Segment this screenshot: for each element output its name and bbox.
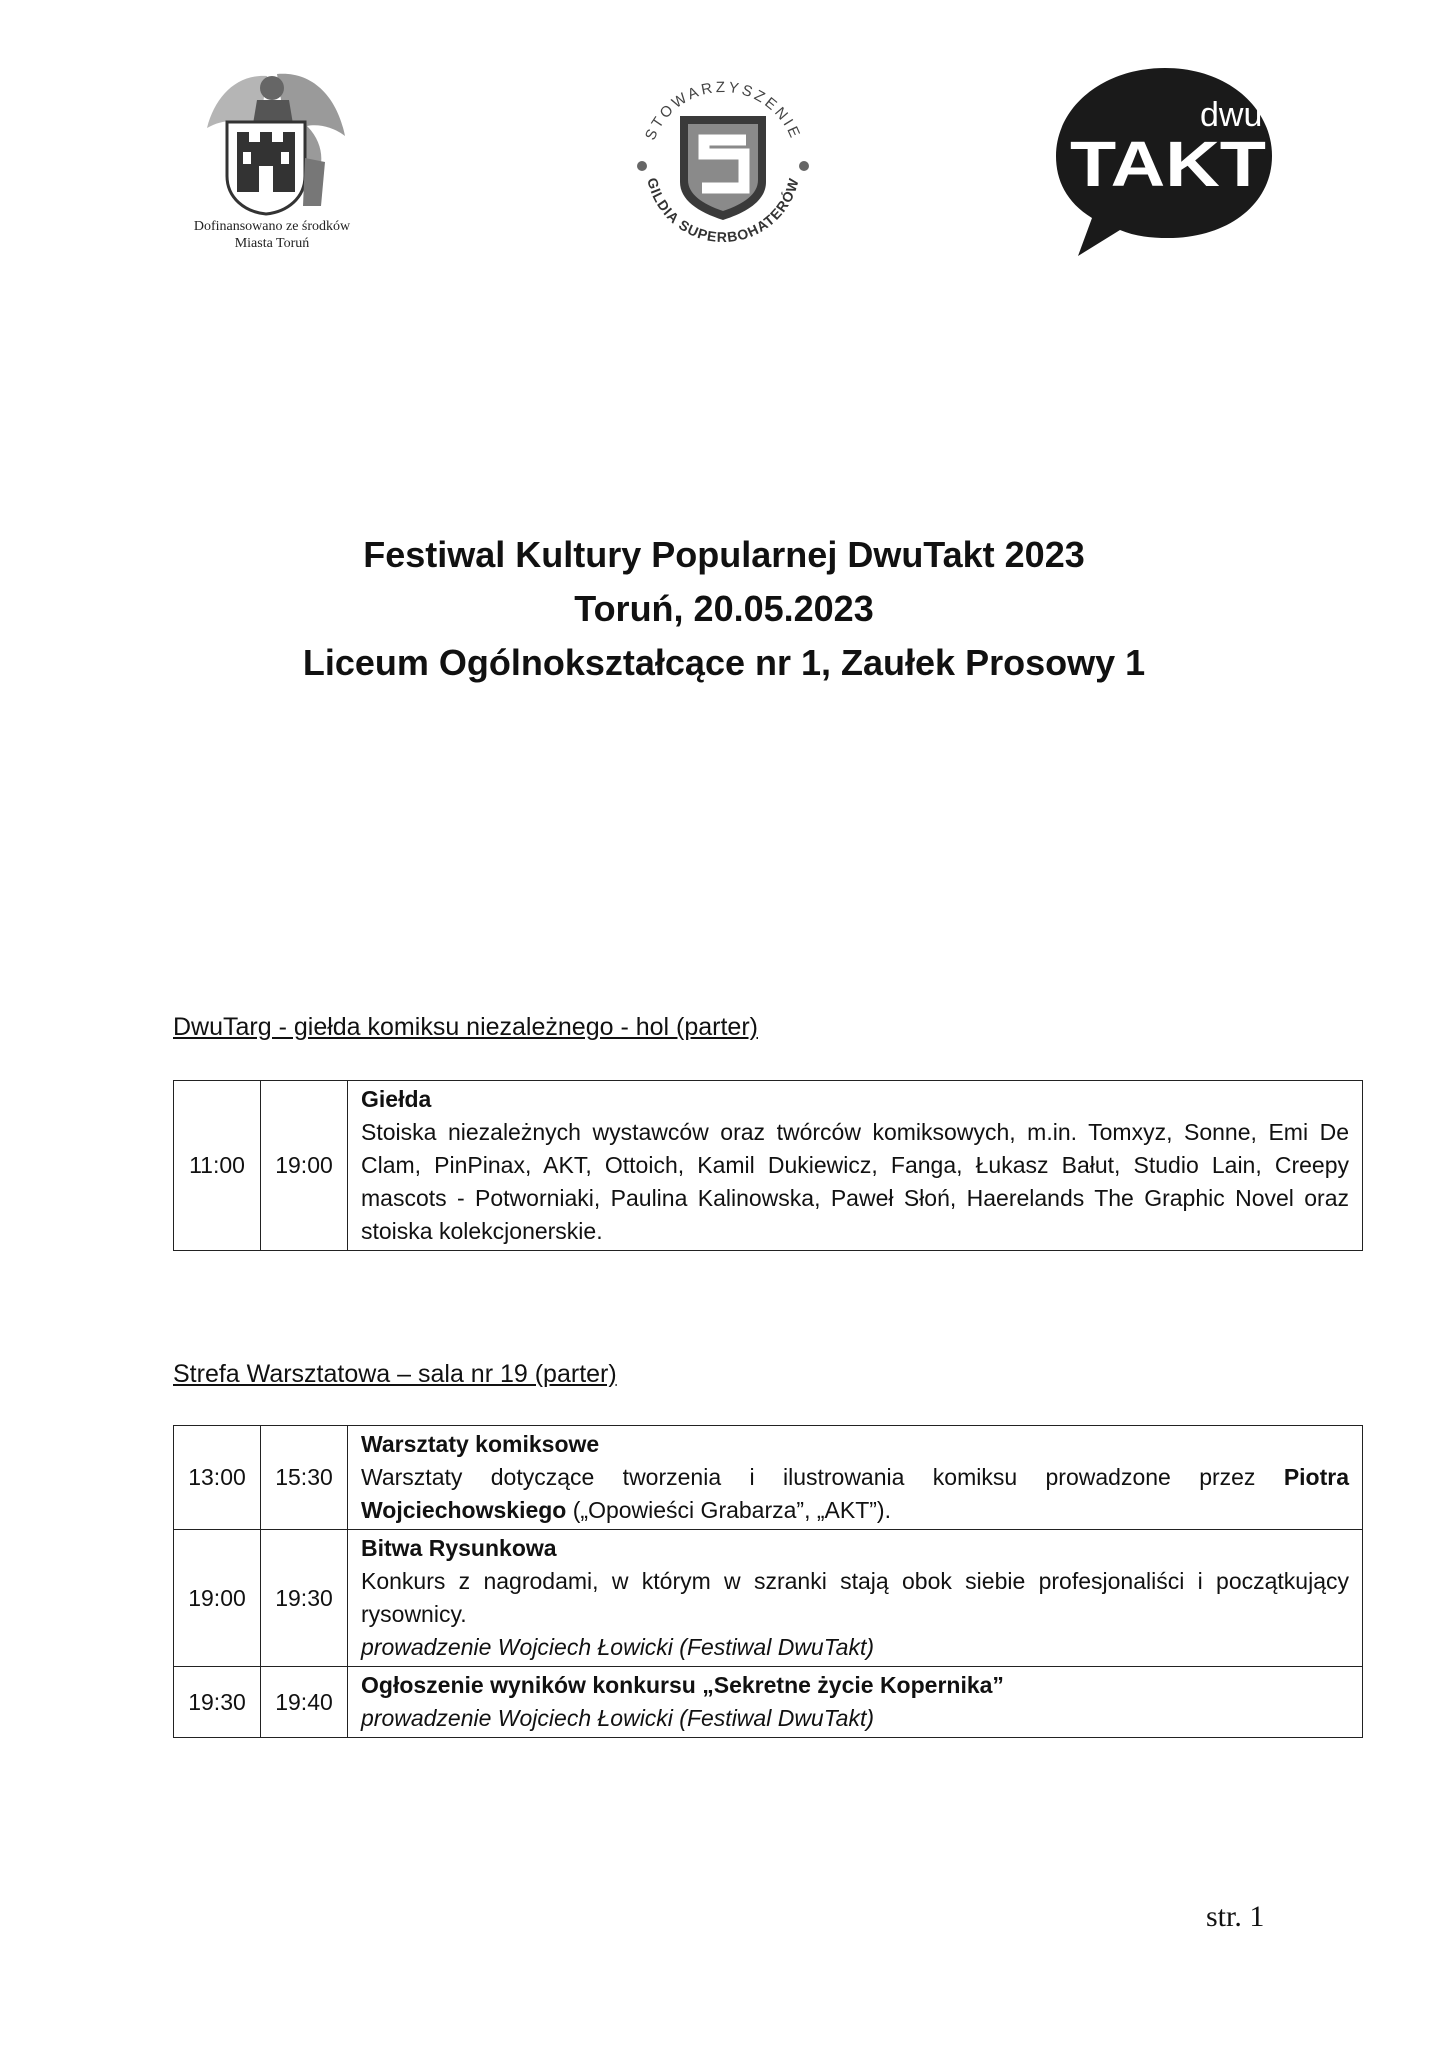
end-time: 19:40 — [261, 1667, 348, 1738]
event-title-text: Bitwa Rysunkowa — [361, 1535, 557, 1561]
event-note: prowadzenie Wojciech Łowicki (Festiwal DwuTakt) — [361, 1634, 874, 1660]
event-description — [348, 1667, 1363, 1738]
table-row — [174, 1426, 1363, 1530]
end-time: 19:00 — [261, 1081, 348, 1251]
gildia-text-top: STOWARZYSZENIE — [641, 78, 805, 143]
event-description — [348, 1530, 1363, 1667]
start-time: 13:00 — [174, 1426, 261, 1530]
event-title-text: Warsztaty komiksowe — [361, 1431, 600, 1457]
torun-caption — [182, 218, 362, 252]
torun-logo — [182, 66, 362, 256]
torun-caption-line2: Miasta Toruń — [234, 236, 310, 251]
torun-coat-of-arms-icon — [197, 66, 347, 216]
dwutakt-small-text: dwu — [1200, 96, 1263, 134]
event-description — [348, 1081, 1363, 1251]
event-title-text: Giełda — [361, 1086, 432, 1112]
dwutakt-logo — [1050, 60, 1280, 260]
event-note: prowadzenie Wojciech Łowicki (Festiwal DwuTakt) — [361, 1705, 874, 1731]
end-time: 19:30 — [261, 1530, 348, 1667]
end-time: 15:30 — [261, 1426, 348, 1530]
event-text: Stoiska niezależnych wystawców oraz twórców komiksowych, m.in. Tomxyz, Sonne, Emi De Clam, PinPinax, AKT, Ottoich, Kamil Dukiewicz, Fanga, Łukasz Bałut, Studio Lain, Creepy mascots - Potworniaki, Paulina Kalinowska, Paweł Słoń, Haerelands The Graphic Novel oraz stoiska kolekcjonerskie. — [361, 1119, 1349, 1244]
event-title — [0, 528, 1448, 690]
dwutakt-big-text: TAKT — [1070, 128, 1266, 200]
start-time: 19:00 — [174, 1530, 261, 1667]
title-line-3: Liceum Ogólnokształcące nr 1, Zaułek Prosowy 1 — [302, 642, 1146, 683]
event-description — [348, 1426, 1363, 1530]
gildia-superbohaterow-emblem — [628, 70, 818, 260]
table-row — [174, 1667, 1363, 1738]
table-row — [174, 1081, 1363, 1251]
schedule-table-workshop — [173, 1425, 1363, 1738]
event-text: Warsztaty dotyczące tworzenia i ilustrowania komiksu prowadzone przez — [361, 1464, 1284, 1490]
event-title-text: Ogłoszenie wyników konkursu „Sekretne życie Kopernika” — [361, 1672, 1004, 1698]
page-number: str. 1 — [1206, 1900, 1265, 1933]
title-line-2: Toruń, 20.05.2023 — [574, 588, 874, 629]
schedule-table-dwutarg — [173, 1080, 1363, 1251]
event-text-after: („Opowieści Grabarza”, „AKT”). — [566, 1497, 891, 1523]
gildia-text-bottom: GILDIA SUPERBOHATERÓW — [644, 175, 802, 246]
section-dwutarg-heading: DwuTarg - giełda komiksu niezależnego - hol (parter) — [173, 1013, 758, 1041]
dwutakt-speech-bubble-icon — [1050, 60, 1280, 260]
gildia-logo — [628, 70, 818, 260]
torun-caption-line1: Dofinansowano ze środków — [193, 219, 351, 234]
section-workshop-heading: Strefa Warsztatowa – sala nr 19 (parter) — [173, 1360, 617, 1388]
start-time: 11:00 — [174, 1081, 261, 1251]
event-text: Konkurs z nagrodami, w którym w szranki stają obok siebie profesjonaliści i początkujący rysownicy. — [361, 1568, 1349, 1627]
start-time: 19:30 — [174, 1667, 261, 1738]
event-host-name: Piotra Wojciechowskiego — [361, 1464, 1349, 1523]
title-line-1: Festiwal Kultury Popularnej DwuTakt 2023 — [363, 534, 1085, 575]
logo-bar — [0, 0, 1448, 280]
table-row — [174, 1530, 1363, 1667]
